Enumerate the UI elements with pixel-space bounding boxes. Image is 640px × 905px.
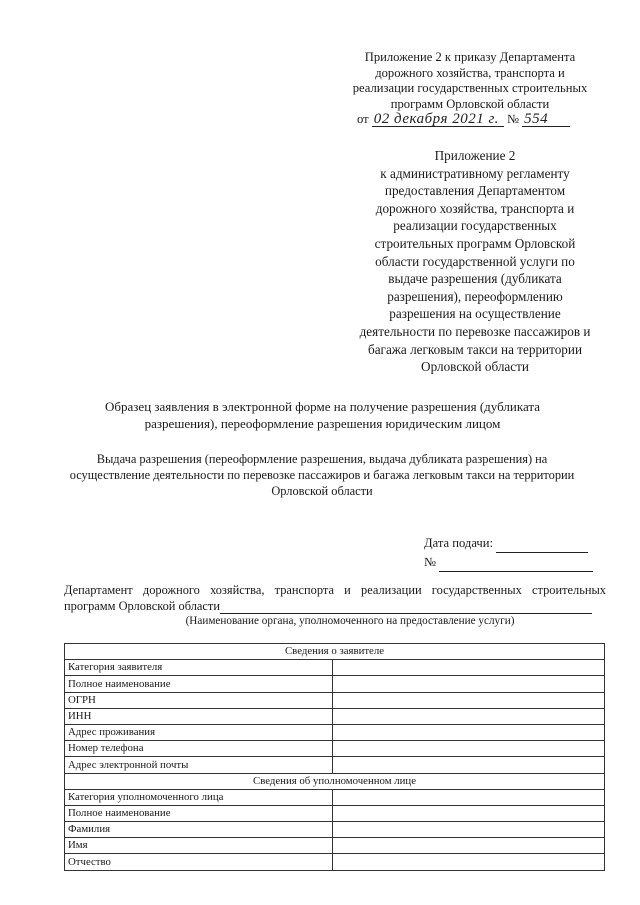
table-row	[65, 822, 605, 838]
submission-date-field[interactable]	[496, 540, 588, 553]
regulation-line: разрешения на осуществление	[389, 306, 561, 322]
order-annex	[330, 50, 610, 112]
applicant-full-name-value[interactable]	[333, 676, 605, 692]
representative-section-header: Сведения об уполномоченном лице	[65, 773, 605, 789]
applicant-email-value[interactable]	[333, 757, 605, 773]
order-annex-line: дорожного хозяйства, транспорта и	[375, 65, 565, 80]
regulation-line: предоставления Департаментом	[384, 183, 566, 199]
department-line-2	[64, 598, 606, 614]
order-annex-line: реализации государственных строительных	[352, 81, 588, 96]
representative-surname-label: Фамилия	[65, 822, 333, 838]
representative-category-value[interactable]	[333, 789, 605, 805]
department-block	[64, 582, 606, 629]
table-section-header	[65, 644, 605, 660]
applicant-category-label: Категория заявителя	[65, 660, 333, 676]
regulation-line: Орловской области	[421, 359, 529, 375]
submission-number-row	[424, 553, 593, 572]
regulation-annex	[330, 147, 620, 376]
applicant-ogrn-label: ОГРН	[65, 692, 333, 708]
regulation-line: дорожного хозяйства, транспорта и	[375, 200, 575, 216]
table-row	[65, 757, 605, 773]
table-row	[65, 854, 605, 870]
applicant-phone-label: Номер телефона	[65, 741, 333, 757]
form-title-line: разрешения), переоформление разрешения юридическим лицом	[144, 416, 501, 431]
form-title-line: Образец заявления в электронной форме на получение разрешения (дубликата	[105, 399, 540, 414]
number-prefix: №	[506, 112, 519, 126]
table-row	[65, 708, 605, 724]
representative-full-name-value[interactable]	[333, 805, 605, 821]
applicant-inn-label: ИНН	[65, 708, 333, 724]
submission-number-field[interactable]	[439, 559, 593, 572]
submission-number-label: №	[424, 555, 437, 569]
service-subtitle	[38, 451, 606, 500]
date-prefix: от	[357, 112, 369, 126]
order-annex-line: программ Орловской области	[390, 96, 550, 111]
table-row	[65, 692, 605, 708]
submission-date-label: Дата подачи:	[424, 536, 493, 550]
regulation-line: строительных программ Орловской	[374, 235, 576, 251]
applicant-form	[64, 643, 605, 871]
representative-patronymic-value[interactable]	[333, 854, 605, 870]
regulation-line: реализации государственных	[393, 218, 557, 234]
applicant-phone-value[interactable]	[333, 741, 605, 757]
applicant-full-name-label: Полное наименование	[65, 676, 333, 692]
department-line-1: Департамент дорожного хозяйства, транспорта и реализации государственных строительных	[64, 583, 606, 597]
order-annex-line: Приложение 2 к приказу Департамента	[364, 50, 576, 64]
submission-date-row	[424, 534, 593, 553]
regulation-annex-title: Приложение 2	[434, 148, 516, 163]
applicant-address-label: Адрес проживания	[65, 724, 333, 740]
regulation-line: разрешения), переоформлению	[387, 288, 563, 304]
subtitle-line: Выдача разрешения (переоформление разрешения, выдача дубликата разрешения) на	[96, 452, 548, 466]
subtitle-line: Орловской области	[271, 484, 373, 499]
handwritten-date: 02 декабря 2021 г.	[372, 112, 504, 127]
department-name: программ Орловской области	[64, 599, 220, 613]
applicant-ogrn-value[interactable]	[333, 692, 605, 708]
regulation-line: к административному регламенту	[380, 165, 570, 181]
table-section-header	[65, 773, 605, 789]
submission-block	[424, 534, 593, 572]
applicant-section-header: Сведения о заявителе	[65, 644, 605, 660]
applicant-email-label: Адрес электронной почты	[65, 757, 333, 773]
representative-first-name-label: Имя	[65, 838, 333, 854]
table-row	[65, 789, 605, 805]
representative-first-name-value[interactable]	[333, 838, 605, 854]
representative-patronymic-label: Отчество	[65, 854, 333, 870]
representative-category-label: Категория уполномоченного лица	[65, 789, 333, 805]
applicant-inn-value[interactable]	[333, 708, 605, 724]
regulation-line: деятельности по перевозке пассажиров и	[359, 323, 591, 339]
handwritten-number: 554	[522, 112, 570, 127]
regulation-line: выдаче разрешения (дубликата	[388, 271, 562, 287]
representative-full-name-label: Полное наименование	[65, 805, 333, 821]
table-row	[65, 724, 605, 740]
applicant-table	[64, 643, 605, 871]
department-underline	[220, 601, 592, 614]
table-row	[65, 660, 605, 676]
applicant-category-value[interactable]	[333, 660, 605, 676]
table-row	[65, 741, 605, 757]
order-date-line	[357, 112, 570, 127]
regulation-line: багажа легковым такси на территории	[367, 341, 582, 357]
table-row	[65, 838, 605, 854]
applicant-address-value[interactable]	[333, 724, 605, 740]
table-row	[65, 805, 605, 821]
table-row	[65, 676, 605, 692]
representative-surname-value[interactable]	[333, 822, 605, 838]
form-title	[40, 398, 605, 432]
regulation-line: области государственной услуги по	[375, 253, 575, 269]
department-caption: (Наименование органа, уполномоченного на предоставление услуги)	[185, 615, 515, 627]
subtitle-line: осуществление деятельности по перевозке пассажиров и багажа легковым такси на территории	[69, 468, 575, 483]
